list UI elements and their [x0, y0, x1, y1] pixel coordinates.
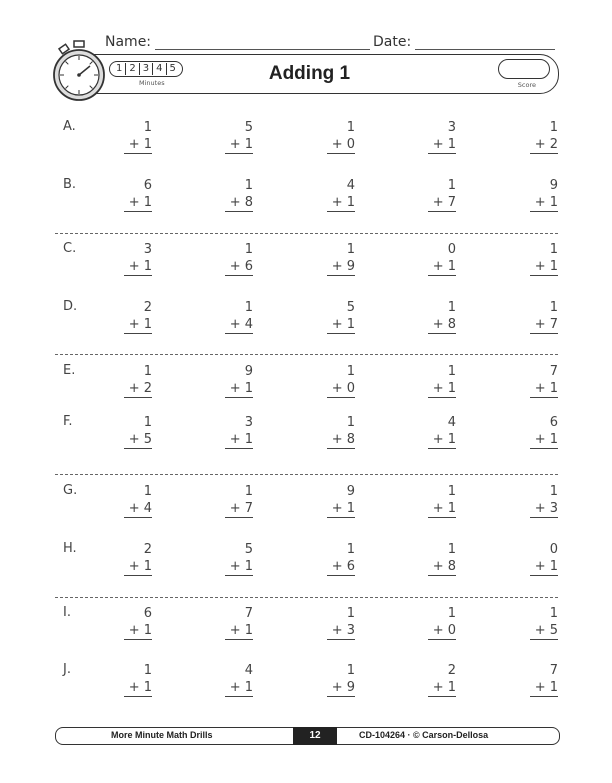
addend-bottom: + 1	[428, 136, 456, 154]
addition-problem	[428, 605, 456, 640]
addend-bottom: + 5	[530, 622, 558, 640]
addend-bottom: + 9	[327, 258, 355, 276]
addition-problem	[124, 119, 152, 154]
addend-bottom: + 1	[124, 679, 152, 697]
addition-problem	[225, 605, 253, 640]
addend-bottom: + 1	[530, 380, 558, 398]
addend-top: 3	[143, 242, 152, 257]
title-banner	[60, 54, 559, 94]
addend-top: 3	[244, 415, 253, 430]
dashed-divider	[55, 233, 558, 234]
dashed-divider	[55, 474, 558, 475]
row-label: E.	[63, 363, 76, 378]
addend-top: 1	[346, 364, 355, 379]
addition-problem	[124, 662, 152, 697]
name-date-line	[105, 34, 560, 54]
addition-problem	[530, 483, 558, 518]
addition-problem	[225, 483, 253, 518]
addend-top: 5	[346, 300, 355, 315]
addend-bottom: + 1	[124, 258, 152, 276]
addend-top: 6	[549, 415, 558, 430]
addend-bottom: + 7	[225, 500, 253, 518]
addend-bottom: + 8	[327, 431, 355, 449]
addition-problem	[327, 363, 355, 398]
addition-problem	[428, 483, 456, 518]
dashed-divider	[55, 354, 558, 355]
addend-bottom: + 1	[225, 679, 253, 697]
row-label: I.	[63, 605, 71, 620]
row-label: D.	[63, 299, 78, 314]
addend-top: 4	[244, 663, 253, 678]
addend-bottom: + 1	[225, 136, 253, 154]
addend-top: 0	[447, 242, 456, 257]
row-label: J.	[63, 662, 71, 677]
addend-bottom: + 1	[327, 316, 355, 334]
addition-problem	[327, 177, 355, 212]
addition-problem	[225, 119, 253, 154]
minute-option[interactable]: 3	[140, 63, 153, 75]
addend-bottom: + 1	[428, 380, 456, 398]
row-label: B.	[63, 177, 77, 192]
addend-bottom: + 1	[530, 431, 558, 449]
addition-problem	[225, 299, 253, 334]
addend-bottom: + 1	[530, 194, 558, 212]
addend-top: 1	[549, 300, 558, 315]
addend-bottom: + 1	[428, 500, 456, 518]
addition-problem	[124, 414, 152, 449]
addend-bottom: + 1	[327, 500, 355, 518]
addend-top: 1	[346, 542, 355, 557]
addend-bottom: + 1	[124, 558, 152, 576]
addend-bottom: + 1	[530, 679, 558, 697]
date-label: Date:	[373, 34, 412, 50]
row-label: C.	[63, 241, 77, 256]
addend-top: 7	[244, 606, 253, 621]
addition-problem	[327, 119, 355, 154]
addend-top: 1	[346, 606, 355, 621]
addition-problem	[428, 414, 456, 449]
addition-problem	[327, 541, 355, 576]
addend-bottom: + 1	[428, 431, 456, 449]
addend-top: 1	[143, 120, 152, 135]
addend-top: 1	[447, 542, 456, 557]
addition-problem	[225, 414, 253, 449]
addend-top: 1	[143, 415, 152, 430]
addend-bottom: + 1	[327, 194, 355, 212]
addend-top: 1	[346, 415, 355, 430]
addend-bottom: + 2	[530, 136, 558, 154]
addend-top: 1	[244, 178, 253, 193]
addend-bottom: + 1	[428, 258, 456, 276]
footer-bar	[55, 727, 560, 745]
addend-bottom: + 4	[124, 500, 152, 518]
addend-top: 1	[244, 242, 253, 257]
row-label: A.	[63, 119, 76, 134]
addition-problem	[428, 119, 456, 154]
addition-problem	[530, 414, 558, 449]
addend-top: 1	[244, 300, 253, 315]
addend-top: 1	[143, 364, 152, 379]
addend-bottom: + 0	[327, 380, 355, 398]
addend-bottom: + 1	[530, 258, 558, 276]
addend-top: 1	[549, 606, 558, 621]
addend-bottom: + 0	[327, 136, 355, 154]
addend-top: 1	[447, 300, 456, 315]
addition-problem	[530, 363, 558, 398]
addition-problem	[530, 605, 558, 640]
addend-top: 1	[447, 484, 456, 499]
addend-top: 4	[447, 415, 456, 430]
addend-top: 1	[447, 606, 456, 621]
row-label: H.	[63, 541, 77, 556]
addend-top: 1	[346, 663, 355, 678]
addend-bottom: + 1	[124, 194, 152, 212]
addend-top: 3	[447, 120, 456, 135]
problem-row	[0, 299, 612, 339]
dashed-divider	[55, 597, 558, 598]
addition-problem	[225, 541, 253, 576]
addend-bottom: + 5	[124, 431, 152, 449]
addition-problem	[124, 483, 152, 518]
problem-row	[0, 241, 612, 281]
addend-bottom: + 8	[428, 558, 456, 576]
name-field[interactable]	[155, 49, 370, 50]
addition-problem	[124, 177, 152, 212]
addend-top: 5	[244, 120, 253, 135]
addition-problem	[428, 363, 456, 398]
addend-top: 1	[244, 484, 253, 499]
addend-top: 1	[549, 242, 558, 257]
addend-top: 7	[549, 663, 558, 678]
addend-bottom: + 4	[225, 316, 253, 334]
addend-top: 2	[143, 542, 152, 557]
addition-problem	[124, 363, 152, 398]
addition-problem	[327, 662, 355, 697]
addition-problem	[124, 541, 152, 576]
addition-problem	[530, 241, 558, 276]
addition-problem	[530, 541, 558, 576]
addend-top: 1	[447, 178, 456, 193]
problem-row	[0, 363, 612, 403]
problem-row	[0, 119, 612, 159]
minute-option[interactable]: 4	[153, 63, 166, 75]
addition-problem	[225, 662, 253, 697]
addend-bottom: + 6	[327, 558, 355, 576]
addition-problem	[124, 241, 152, 276]
problem-row	[0, 605, 612, 645]
addend-bottom: + 3	[530, 500, 558, 518]
problem-row	[0, 177, 612, 217]
page-number: 12	[293, 727, 337, 745]
addend-top: 9	[244, 364, 253, 379]
addend-bottom: + 2	[124, 380, 152, 398]
problem-row	[0, 541, 612, 581]
addend-top: 6	[143, 606, 152, 621]
addend-top: 9	[346, 484, 355, 499]
addend-top: 1	[549, 120, 558, 135]
addition-problem	[428, 241, 456, 276]
addition-problem	[225, 177, 253, 212]
addition-problem	[124, 299, 152, 334]
addend-top: 9	[549, 178, 558, 193]
addend-top: 7	[549, 364, 558, 379]
addition-problem	[428, 299, 456, 334]
addend-bottom: + 0	[428, 622, 456, 640]
row-label: G.	[63, 483, 78, 498]
addition-problem	[327, 414, 355, 449]
addend-bottom: + 1	[225, 380, 253, 398]
addend-top: 0	[549, 542, 558, 557]
addend-top: 6	[143, 178, 152, 193]
addition-problem	[327, 483, 355, 518]
addition-problem	[530, 299, 558, 334]
addend-top: 1	[346, 242, 355, 257]
addend-bottom: + 1	[428, 679, 456, 697]
score-label: Score	[517, 81, 536, 89]
addend-bottom: + 9	[327, 679, 355, 697]
addend-bottom: + 1	[225, 622, 253, 640]
score-field[interactable]	[498, 59, 550, 79]
addend-bottom: + 3	[327, 622, 355, 640]
addend-top: 2	[143, 300, 152, 315]
addend-bottom: + 7	[530, 316, 558, 334]
page-title: Adding 1	[268, 63, 351, 84]
addend-bottom: + 8	[428, 316, 456, 334]
addend-bottom: + 1	[225, 431, 253, 449]
addend-bottom: + 7	[428, 194, 456, 212]
date-field[interactable]	[415, 49, 555, 50]
row-label: F.	[63, 414, 73, 429]
addition-problem	[225, 241, 253, 276]
minutes-label: Minutes	[139, 79, 165, 87]
stopwatch-icon	[50, 40, 108, 102]
addition-problem	[530, 177, 558, 212]
addition-problem	[327, 241, 355, 276]
addition-problem	[124, 605, 152, 640]
addend-bottom: + 1	[530, 558, 558, 576]
addition-problem	[327, 605, 355, 640]
addend-top: 4	[346, 178, 355, 193]
addition-problem	[327, 299, 355, 334]
addend-top: 1	[143, 484, 152, 499]
addend-bottom: + 1	[124, 316, 152, 334]
problem-row	[0, 414, 612, 454]
addition-problem	[428, 177, 456, 212]
addend-bottom: + 1	[225, 558, 253, 576]
footer-credit: CD-104264 · © Carson-Dellosa	[359, 730, 489, 740]
addition-problem	[530, 662, 558, 697]
minute-option[interactable]: 2	[126, 63, 139, 75]
footer-book-title: More Minute Math Drills	[111, 730, 213, 740]
addend-top: 1	[346, 120, 355, 135]
problem-row	[0, 662, 612, 702]
addition-problem	[428, 541, 456, 576]
minute-option[interactable]: 1	[113, 63, 126, 75]
problem-row	[0, 483, 612, 523]
addition-problem	[428, 662, 456, 697]
addend-top: 1	[549, 484, 558, 499]
addition-problem	[530, 119, 558, 154]
addend-top: 1	[447, 364, 456, 379]
addend-top: 5	[244, 542, 253, 557]
minute-option[interactable]: 5	[169, 63, 176, 74]
addend-bottom: + 1	[124, 622, 152, 640]
name-label: Name:	[105, 34, 152, 50]
addend-bottom: + 6	[225, 258, 253, 276]
addend-top: 2	[447, 663, 456, 678]
addend-bottom: + 1	[124, 136, 152, 154]
addend-bottom: + 8	[225, 194, 253, 212]
addend-top: 1	[143, 663, 152, 678]
addition-problem	[225, 363, 253, 398]
